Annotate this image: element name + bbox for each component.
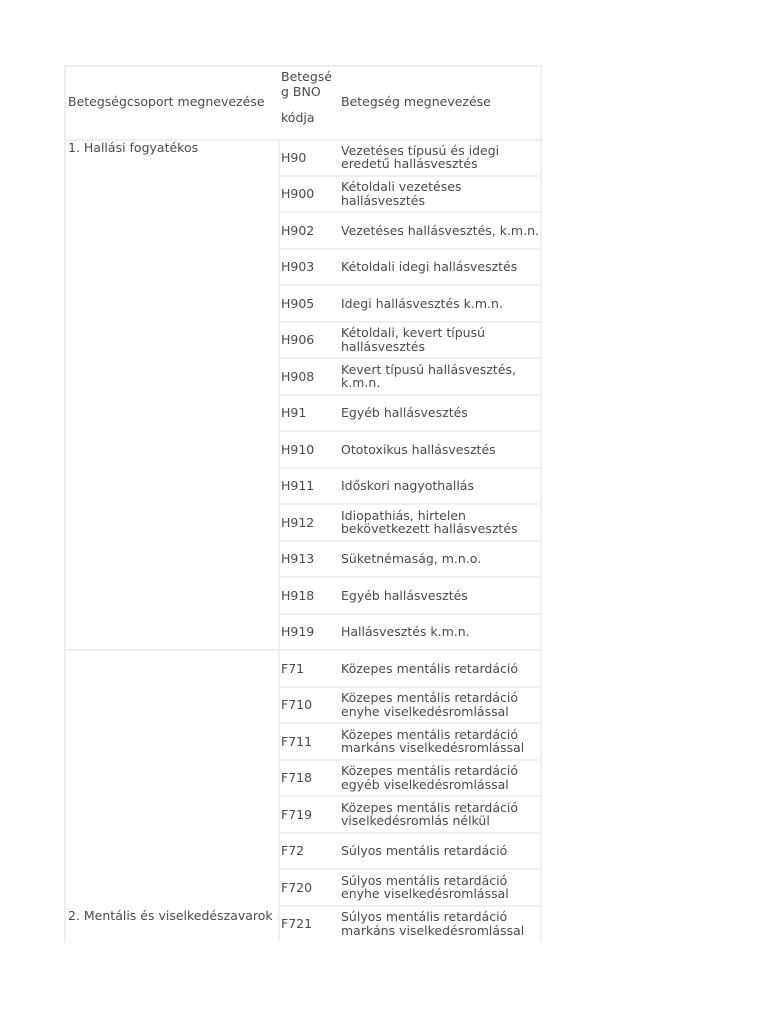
header-code-label bbox=[281, 70, 339, 126]
row-code: F71 bbox=[281, 660, 305, 676]
table-row bbox=[278, 540, 540, 577]
row-code: H90 bbox=[281, 149, 307, 165]
table-row bbox=[278, 722, 540, 759]
row-code: F721 bbox=[281, 916, 313, 932]
row-code: F718 bbox=[281, 770, 313, 786]
row-name: Súlyos mentális retardáció bbox=[341, 843, 508, 858]
table-row bbox=[278, 175, 540, 212]
row-name: Közepes mentális retardáció viselkedésromlás nélkül bbox=[341, 799, 518, 829]
row-name: Vezetéses hallásvesztés, k.m.n. bbox=[341, 222, 539, 238]
table-row bbox=[278, 832, 540, 869]
table-row bbox=[278, 613, 540, 650]
table-row bbox=[278, 467, 540, 504]
row-code: H912 bbox=[281, 514, 315, 530]
group-label-hearing: 1. Hallási fogyatékos bbox=[68, 140, 199, 155]
row-name: Idegi hallásvesztés k.m.n. bbox=[341, 295, 503, 311]
table-row bbox=[278, 686, 540, 723]
row-code: H903 bbox=[281, 259, 315, 275]
table-row bbox=[278, 321, 540, 358]
row-code: F72 bbox=[281, 843, 305, 859]
row-name: Süketnémaság, m.n.o. bbox=[341, 551, 482, 566]
row-name: Kevert típusú hallásvesztés, k.m.n. bbox=[341, 361, 516, 391]
header-code-line3: kódja bbox=[281, 110, 315, 125]
row-code: H919 bbox=[281, 624, 315, 640]
row-code: H902 bbox=[281, 222, 315, 238]
row-name: Kétoldali vezetéses hallásvesztés bbox=[341, 179, 462, 208]
row-name: Kétoldali, kevert típusú hallásvesztés bbox=[341, 325, 486, 354]
row-name: Közepes mentális retardáció egyéb viselkedésromlással bbox=[341, 763, 518, 792]
table-row bbox=[278, 140, 540, 175]
row-name: Közepes mentális retardáció markáns viselkedésromlással bbox=[341, 726, 525, 756]
row-code: H913 bbox=[281, 551, 315, 567]
group-label-mental: 2. Mentális és viselkedészavarok bbox=[68, 908, 273, 923]
table-row bbox=[278, 430, 540, 467]
table-row bbox=[278, 248, 540, 285]
header-group-label: Betegségcsoport megnevezése bbox=[68, 94, 265, 109]
row-code: H911 bbox=[281, 478, 315, 494]
row-code: F710 bbox=[281, 697, 313, 713]
table-row bbox=[278, 394, 540, 431]
table-row bbox=[278, 759, 540, 796]
disease-table bbox=[64, 65, 542, 943]
table-row bbox=[278, 868, 540, 905]
row-code: H900 bbox=[281, 186, 315, 202]
table-row bbox=[278, 576, 540, 613]
table-rows bbox=[278, 140, 540, 941]
table-row bbox=[278, 649, 540, 686]
row-name: Ototoxikus hallásvesztés bbox=[341, 441, 496, 457]
header-name-label: Betegség megnevezése bbox=[341, 94, 491, 109]
table-row bbox=[278, 905, 540, 942]
table-row bbox=[278, 357, 540, 394]
group-cell-hearing bbox=[66, 139, 278, 651]
row-code: H918 bbox=[281, 587, 315, 603]
row-code: H905 bbox=[281, 295, 315, 311]
row-name: Súlyos mentális retardáció markáns viselkedésromlással bbox=[341, 909, 525, 938]
row-code: H910 bbox=[281, 441, 315, 457]
table-row bbox=[278, 211, 540, 248]
row-code: F719 bbox=[281, 806, 313, 822]
row-code: H908 bbox=[281, 368, 315, 384]
table-row bbox=[278, 284, 540, 321]
row-code: H91 bbox=[281, 405, 307, 421]
header-code-line1: Betegsé bbox=[281, 69, 332, 84]
row-name: Kétoldali idegi hallásvesztés bbox=[341, 259, 518, 274]
header-code-line2: g BNO bbox=[281, 83, 321, 99]
table-header bbox=[66, 67, 540, 141]
row-code: H906 bbox=[281, 332, 315, 348]
row-name: Egyéb hallásvesztés bbox=[341, 405, 468, 420]
row-name: Időskori nagyothallás bbox=[341, 478, 474, 493]
table-row bbox=[278, 795, 540, 832]
row-code: F720 bbox=[281, 879, 313, 895]
row-name: Közepes mentális retardáció enyhe viselkedésromlással bbox=[341, 690, 518, 719]
group-cell-mental bbox=[66, 649, 278, 943]
row-name: Súlyos mentális retardáció enyhe viselkedésromlással bbox=[341, 872, 509, 902]
row-name: Egyéb hallásvesztés bbox=[341, 587, 468, 603]
row-name: Hallásvesztés k.m.n. bbox=[341, 624, 470, 639]
row-name: Vezetéses típusú és idegi eredetű hallásvesztés bbox=[341, 142, 500, 172]
row-code: F711 bbox=[281, 733, 313, 749]
row-name: Közepes mentális retardáció bbox=[341, 660, 518, 676]
table-row bbox=[278, 503, 540, 540]
row-name: Idiopathiás, hirtelen bekövetkezett hallásvesztés bbox=[341, 507, 518, 537]
